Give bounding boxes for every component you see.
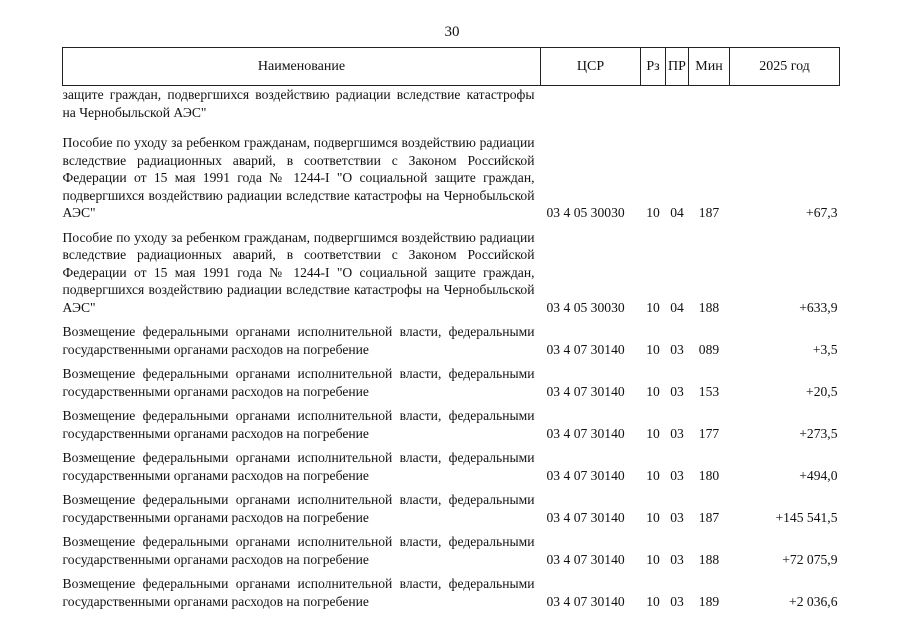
row-name-cell: Возмещение федеральными органами исполнительной власти, федеральными государственными органами расходов на погребение <box>62 324 535 357</box>
row-name-cell: Возмещение федеральными органами исполнительной власти, федеральными государственными органами расходов на погребение <box>62 366 535 399</box>
row-pr-cell: 04 <box>670 299 684 315</box>
row-pr-cell: 03 <box>670 425 684 441</box>
row-csr-cell: 03 4 07 30140 <box>546 593 625 609</box>
row-amount-cell: +72 075,9 <box>782 551 838 567</box>
table-row <box>63 449 840 491</box>
row-pr-cell <box>666 86 689 135</box>
table-row <box>63 229 840 324</box>
row-amount-cell: +2 036,6 <box>789 593 838 609</box>
row-name-cell: Возмещение федеральными органами исполнительной власти, федеральными государственными органами расходов на погребение <box>62 576 535 609</box>
row-min-cell: 177 <box>698 425 720 441</box>
row-name-cell: Возмещение федеральными органами исполнительной власти, федеральными государственными органами расходов на погребение <box>62 534 535 567</box>
table-row <box>63 323 840 365</box>
row-rz-cell <box>641 86 666 135</box>
table-row <box>63 86 840 135</box>
row-pr-cell: 03 <box>670 509 684 525</box>
row-min-cell: 180 <box>698 467 720 483</box>
row-min-cell: 188 <box>698 551 720 567</box>
row-csr-cell: 03 4 07 30140 <box>546 509 625 525</box>
row-min-cell <box>689 86 730 135</box>
row-amount-cell: +67,3 <box>806 205 838 220</box>
row-min-cell: 188 <box>698 299 720 315</box>
row-min-cell: 187 <box>698 205 720 220</box>
row-min-cell: 189 <box>698 593 720 609</box>
row-csr-cell <box>541 86 641 135</box>
page-number: 30 <box>444 24 460 40</box>
table-row <box>63 407 840 449</box>
table-row <box>63 575 840 617</box>
table-row <box>63 533 840 575</box>
row-pr-cell: 04 <box>670 205 684 220</box>
row-amount-cell: +273,5 <box>799 425 838 441</box>
table-body <box>63 86 840 618</box>
row-name-cell: защите граждан, подвергшихся воздействию радиации вследствие катастрофы на Чернобыльской АЭС" <box>62 87 535 120</box>
row-min-cell: 187 <box>698 509 720 525</box>
row-name-cell: Возмещение федеральными органами исполнительной власти, федеральными государственными органами расходов на погребение <box>62 408 535 441</box>
row-rz-cell: 10 <box>646 509 660 525</box>
header-pr: ПР <box>666 48 689 86</box>
header-name: Наименование <box>63 48 541 86</box>
row-name-cell: Возмещение федеральными органами исполнительной власти, федеральными государственными органами расходов на погребение <box>62 450 535 483</box>
row-pr-cell: 03 <box>670 341 684 357</box>
row-pr-cell: 03 <box>670 383 684 399</box>
row-name-cell: Пособие по уходу за ребенком гражданам, подвергшимся воздействию радиации вследствие радиационных аварий, в соответствии с Законом Российской Федерации от 15 мая 1991 года № 1244-I "О социальной защите граждан, подвергшихся воздействию радиации вследствие катастрофы на Чернобыльской АЭС" <box>62 229 535 315</box>
row-rz-cell: 10 <box>646 299 660 315</box>
row-amount-cell: +494,0 <box>799 467 838 483</box>
row-amount-cell: +20,5 <box>806 383 838 399</box>
row-amount-cell <box>730 86 840 135</box>
row-rz-cell: 10 <box>646 205 660 220</box>
table-row <box>63 491 840 533</box>
table-header-row <box>63 48 840 86</box>
row-amount-cell: +3,5 <box>812 341 838 357</box>
budget-table <box>62 47 840 617</box>
header-min: Мин <box>689 48 730 86</box>
header-year: 2025 год <box>730 48 840 86</box>
table-row <box>63 365 840 407</box>
row-csr-cell: 03 4 07 30140 <box>546 383 625 399</box>
row-pr-cell: 03 <box>670 551 684 567</box>
row-amount-cell: +633,9 <box>799 299 838 315</box>
row-csr-cell: 03 4 07 30140 <box>546 425 625 441</box>
row-rz-cell: 10 <box>646 467 660 483</box>
row-name-cell: Пособие по уходу за ребенком гражданам, подвергшимся воздействию радиации вследствие радиационных аварий, в соответствии с Законом Российской Федерации от 15 мая 1991 года № 1244-I "О социальной защите граждан, подвергшихся воздействию радиации вследствие катастрофы на Чернобыльской АЭС" <box>62 135 535 220</box>
row-pr-cell: 03 <box>670 467 684 483</box>
header-csr: ЦСР <box>541 48 641 86</box>
row-csr-cell: 03 4 07 30140 <box>546 551 625 567</box>
row-min-cell: 089 <box>698 341 720 357</box>
row-rz-cell: 10 <box>646 425 660 441</box>
row-amount-cell: +145 541,5 <box>775 509 838 525</box>
row-rz-cell: 10 <box>646 341 660 357</box>
row-pr-cell: 03 <box>670 593 684 609</box>
row-csr-cell: 03 4 05 30030 <box>546 205 625 220</box>
row-csr-cell: 03 4 07 30140 <box>546 341 625 357</box>
header-rz: Рз <box>641 48 666 86</box>
row-rz-cell: 10 <box>646 593 660 609</box>
row-rz-cell: 10 <box>646 551 660 567</box>
row-csr-cell: 03 4 05 30030 <box>546 299 625 315</box>
row-name-cell: Возмещение федеральными органами исполнительной власти, федеральными государственными органами расходов на погребение <box>62 492 535 525</box>
table-row <box>63 134 840 229</box>
row-rz-cell: 10 <box>646 383 660 399</box>
row-min-cell: 153 <box>698 383 720 399</box>
row-csr-cell: 03 4 07 30140 <box>546 467 625 483</box>
